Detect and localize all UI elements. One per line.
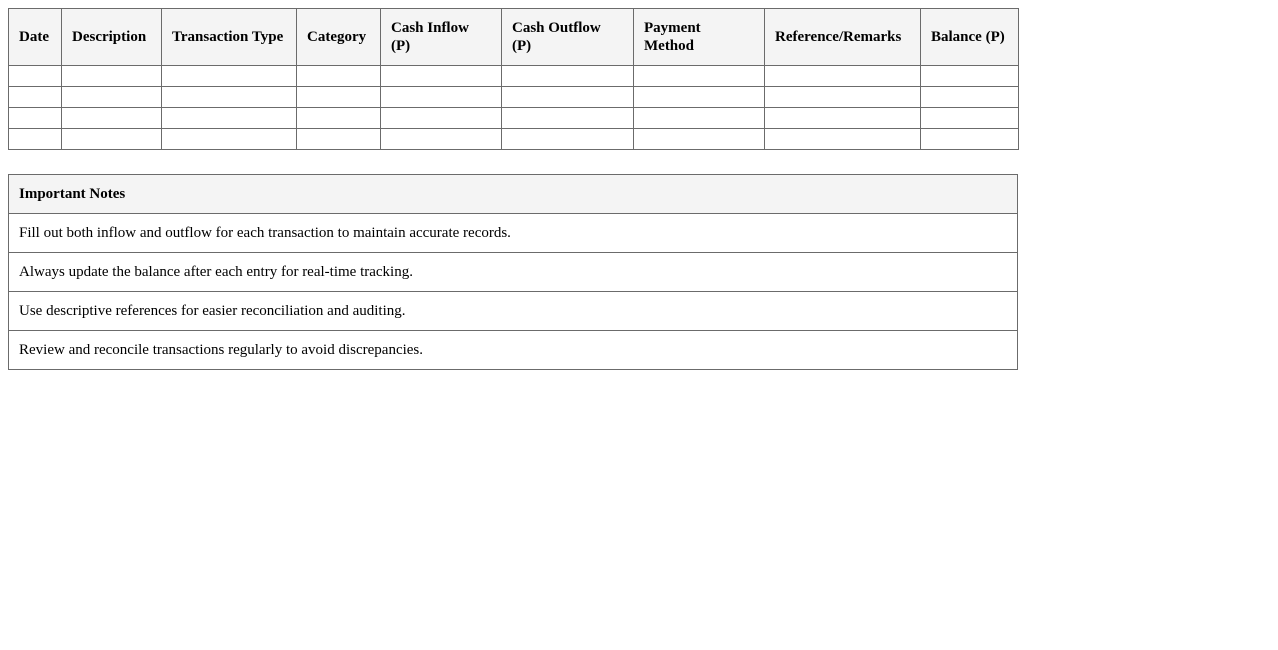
table-cell[interactable] (62, 129, 162, 150)
table-cell[interactable] (381, 129, 502, 150)
note-text: Use descriptive references for easier reconciliation and auditing. (9, 292, 1018, 331)
table-cell[interactable] (297, 87, 381, 108)
column-header-payment-method: Payment Method (634, 9, 765, 66)
list-item (9, 292, 1018, 331)
important-notes-table (8, 174, 1018, 370)
note-text: Fill out both inflow and outflow for each transaction to maintain accurate records. (9, 214, 1018, 253)
table-cell[interactable] (921, 66, 1019, 87)
table-cell[interactable] (765, 66, 921, 87)
table-header-row (9, 9, 1019, 66)
table-row (9, 87, 1019, 108)
column-header-date: Date (9, 9, 62, 66)
table-cell[interactable] (9, 129, 62, 150)
list-item (9, 331, 1018, 370)
column-header-description: Description (62, 9, 162, 66)
table-cell[interactable] (502, 66, 634, 87)
column-header-cash-inflow: Cash Inflow (P) (381, 9, 502, 66)
table-cell[interactable] (9, 108, 62, 129)
table-cell[interactable] (765, 87, 921, 108)
table-cell[interactable] (162, 108, 297, 129)
column-header-transaction-type: Transaction Type (162, 9, 297, 66)
table-row (9, 66, 1019, 87)
table-cell[interactable] (921, 108, 1019, 129)
table-cell[interactable] (765, 129, 921, 150)
list-item (9, 214, 1018, 253)
column-header-category: Category (297, 9, 381, 66)
table-cell[interactable] (634, 87, 765, 108)
table-row (9, 108, 1019, 129)
table-cell[interactable] (634, 129, 765, 150)
note-text: Always update the balance after each entry for real-time tracking. (9, 253, 1018, 292)
table-cell[interactable] (381, 66, 502, 87)
column-header-cash-outflow: Cash Outflow (P) (502, 9, 634, 66)
table-cell[interactable] (634, 108, 765, 129)
table-cell[interactable] (921, 129, 1019, 150)
table-cell[interactable] (9, 87, 62, 108)
cash-ledger-table (8, 8, 1019, 150)
table-cell[interactable] (381, 87, 502, 108)
column-header-balance: Balance (P) (921, 9, 1019, 66)
table-cell[interactable] (502, 129, 634, 150)
column-header-reference-remarks: Reference/Remarks (765, 9, 921, 66)
table-cell[interactable] (62, 108, 162, 129)
table-cell[interactable] (297, 108, 381, 129)
list-item (9, 253, 1018, 292)
table-cell[interactable] (921, 87, 1019, 108)
notes-header-row (9, 175, 1018, 214)
table-cell[interactable] (502, 87, 634, 108)
table-cell[interactable] (297, 66, 381, 87)
table-cell[interactable] (297, 129, 381, 150)
table-cell[interactable] (9, 66, 62, 87)
notes-title: Important Notes (9, 175, 1018, 214)
table-cell[interactable] (634, 66, 765, 87)
table-cell[interactable] (162, 66, 297, 87)
table-cell[interactable] (162, 129, 297, 150)
table-cell[interactable] (381, 108, 502, 129)
table-cell[interactable] (765, 108, 921, 129)
page-content (8, 8, 1018, 370)
table-cell[interactable] (502, 108, 634, 129)
table-row (9, 129, 1019, 150)
table-cell[interactable] (162, 87, 297, 108)
table-cell[interactable] (62, 87, 162, 108)
note-text: Review and reconcile transactions regularly to avoid discrepancies. (9, 331, 1018, 370)
table-cell[interactable] (62, 66, 162, 87)
